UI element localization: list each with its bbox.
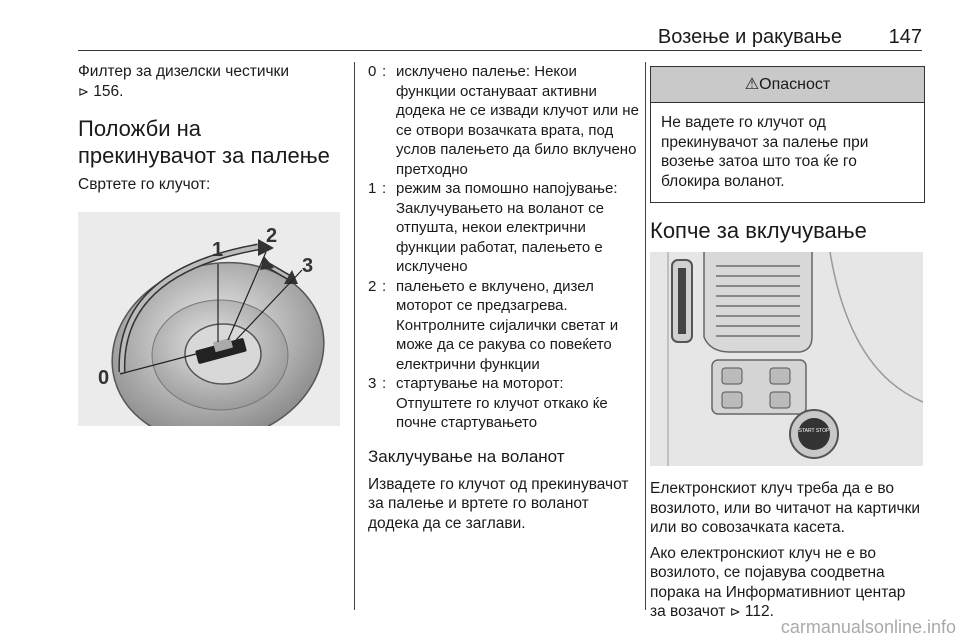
position-text: режим за помошно напојување: Заклучувањето на воланот се отпушта, некои електрични функции работат, палењето е исклучено xyxy=(396,180,618,275)
section-title: Возење и ракување xyxy=(657,26,842,48)
arrow-ref-icon: ⊳ xyxy=(78,83,89,99)
warning-triangle-icon: ⚠ xyxy=(744,76,760,93)
danger-text: Не вадете го клучот од прекинувачот за палење при возење затоа што тоа ќе го блокира воланот. xyxy=(661,114,869,190)
figure-label-1: 1 xyxy=(212,238,224,261)
figure-label-2: 2 xyxy=(266,224,278,247)
position-text: стартување на моторот: Отпуштете го клучот откако ќе почне стартувањето xyxy=(396,375,608,431)
position-text: палењето е вклучено, дизел моторот се предзагрева. Контролните сијалички светат и може да се ракува со повеќето електрични функции xyxy=(396,277,619,373)
start-button-figure xyxy=(650,252,923,466)
position-key: 1 xyxy=(368,180,377,197)
ignition-switch-illustration xyxy=(78,212,340,426)
intro-reference[interactable]: ⊳ 156. xyxy=(78,82,124,100)
steering-lock-heading: Заклучување на воланот xyxy=(368,446,565,466)
ignition-switch-figure xyxy=(78,212,340,426)
start-stop-label: START STOP xyxy=(798,428,830,434)
figure-label-3: 3 xyxy=(302,254,314,277)
danger-header xyxy=(651,67,924,103)
electronic-key-paragraph-1: Електронскиот клуч треба да е во возилото, или во читачот на картички или во совозачката касета. xyxy=(650,480,921,536)
position-item: 0 : исклучено палење: Некои функции остануваат активни додека не се извади клучот или не се отвори возачката врата, под услов палењето да било вклучено претходно xyxy=(368,63,639,178)
intro-text: Филтер за дизелски честички xyxy=(78,63,289,80)
power-button-heading: Копче за вклучување xyxy=(650,218,867,243)
position-item: 3 : стартување на моторот: Отпуштете го клучот откако ќе почне стартувањето xyxy=(368,374,640,433)
danger-box xyxy=(650,66,925,203)
page-header xyxy=(78,26,922,51)
page-number: 147 xyxy=(888,26,922,48)
position-text: исклучено палење: Некои функции остануваат активни додека не се извади клучот или не се отвори возачката врата, под услов палењето да било вклучено претходно xyxy=(396,63,639,178)
steering-lock-text: Извадете го клучот од прекинувачот за палење и вртете го воланот додека да се заглави. xyxy=(368,475,629,532)
position-key: 0 xyxy=(368,63,377,80)
column-1 xyxy=(78,62,343,426)
danger-title: Опасност xyxy=(759,76,831,93)
instruction-text: Свртете го клучот: xyxy=(78,176,211,193)
column-2 xyxy=(368,62,640,533)
electronic-key-paragraph-2: Ако електронскиот клуч не е во возилото, се појавува соодветна порака на Информативниот центар за возачот ⊳ 112. xyxy=(650,544,906,620)
position-item: 2 : палењето е вклучено, дизел моторот се предзагрева. Контролните сијалички светат и може да се ракува со повеќето електрични функции xyxy=(368,277,640,375)
position-item: 1 : режим за помошно напојување: Заклучувањето на воланот се отпушта, некои електрични функции работат, палењето е исклучено xyxy=(368,179,640,277)
position-key: 3 xyxy=(368,375,377,392)
arrow-ref-icon: ⊳ xyxy=(729,604,741,619)
para2-reference[interactable]: 112. xyxy=(744,603,774,620)
figure-label-0: 0 xyxy=(98,366,110,389)
ignition-positions-heading: Положби на прекинувачот за палење xyxy=(78,116,330,168)
column-divider-1 xyxy=(354,62,355,610)
position-key: 2 xyxy=(368,277,377,295)
watermark: carmanualsonline.info xyxy=(780,617,956,637)
column-divider-2 xyxy=(645,62,646,610)
positions-list xyxy=(368,62,640,433)
dashboard-illustration xyxy=(650,252,923,466)
column-3 xyxy=(650,66,925,622)
